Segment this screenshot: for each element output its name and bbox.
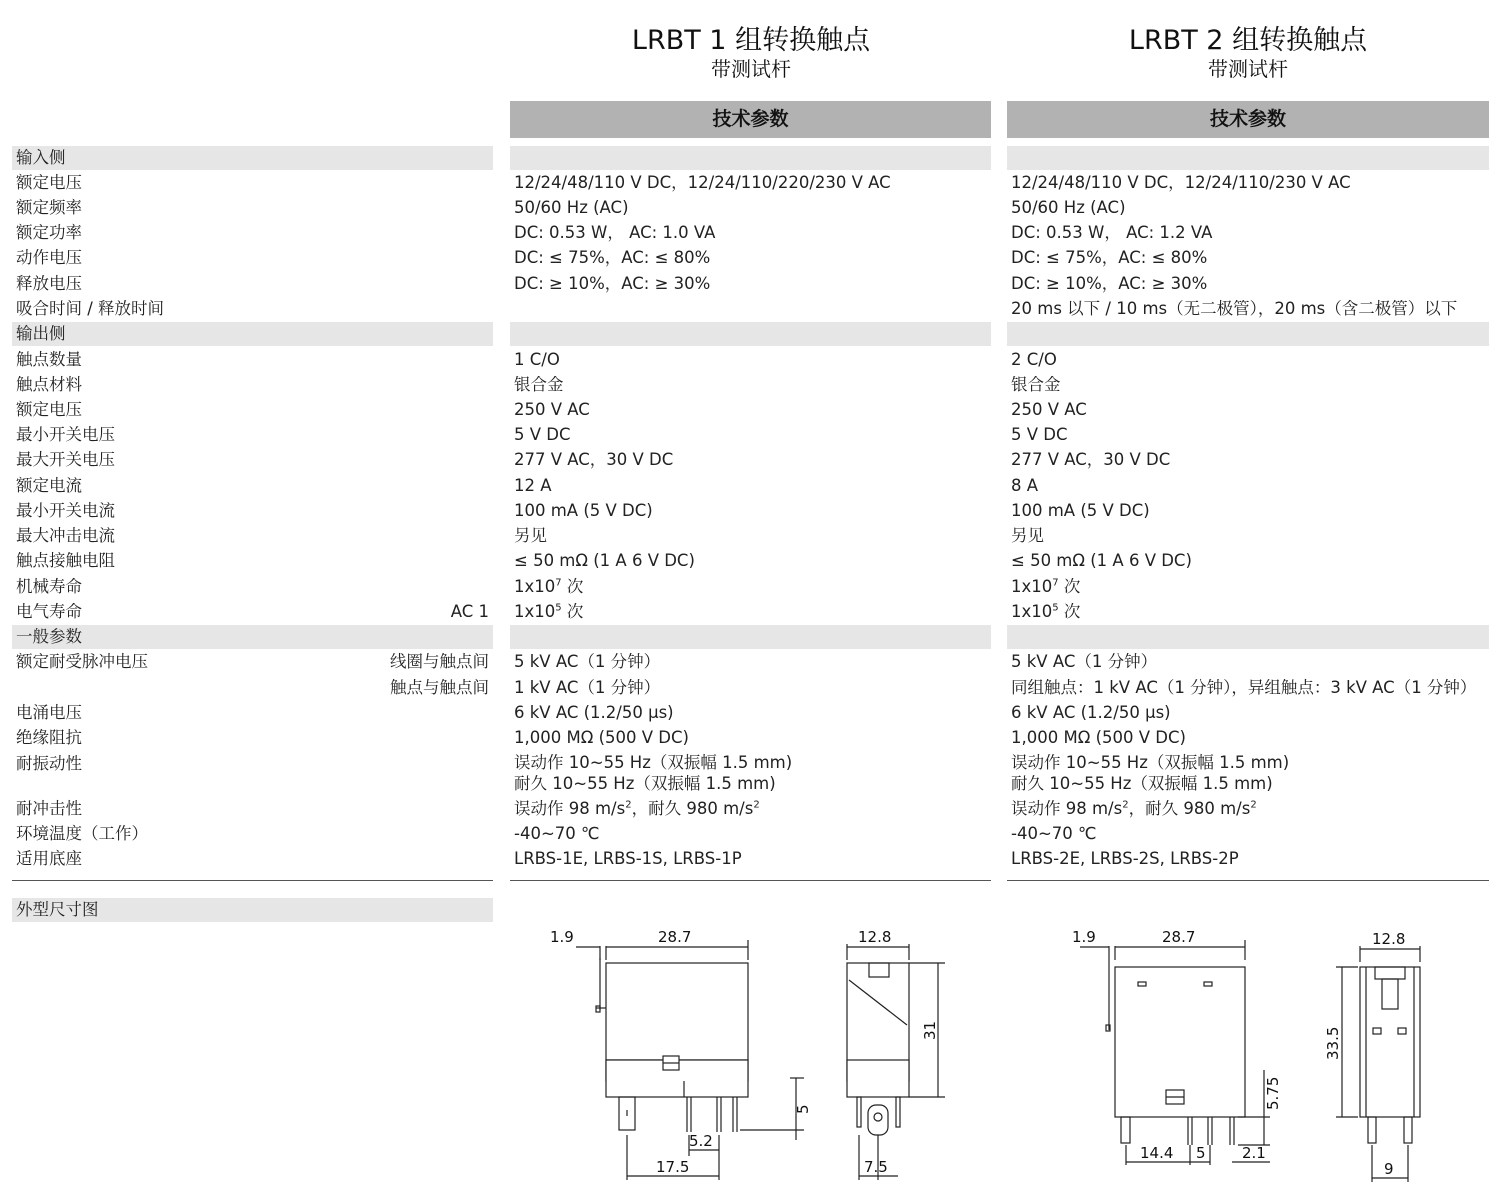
row-value-c2: 277 V AC，30 V DC [1011,450,1171,469]
row-value-c1: 277 V AC，30 V DC [514,450,674,469]
row-pickup-voltage [0,245,1500,270]
dim-17-5: 17.5 [656,1158,690,1176]
row-label: 额定电压 [16,400,82,419]
row-value-c2: 银合金 [1011,375,1061,394]
row-label: 额定电流 [16,476,82,495]
row-value-c2: ≤ 50 mΩ (1 A 6 V DC) [1011,551,1192,570]
dim-5-75: 5.75 [1264,1076,1282,1110]
row-value-c2: 1,000 MΩ (500 V DC) [1011,728,1186,747]
row-value-c1: LRBS-1E, LRBS-1S, LRBS-1P [514,849,742,868]
row-mechanical-life [0,574,1500,599]
row-label: 额定频率 [16,198,82,217]
row-value-c1: DC: ≥ 10%，AC: ≥ 30% [514,274,711,293]
dim-5: 5 [794,1104,812,1114]
dim-28-7: 28.7 [1162,928,1196,946]
row-label: 耐冲击性 [16,799,82,818]
row-label: 绝缘阻抗 [16,728,82,747]
section-output-label: 输出侧 [16,324,66,343]
row-surge-voltage [0,700,1500,725]
row-label: 触点数量 [16,350,82,369]
row-label: 触点接触电阻 [16,551,115,570]
dim-5-2: 5.2 [689,1132,713,1150]
dim-2-1: 2.1 [1242,1144,1266,1162]
section-dimensions-label: 外型尺寸图 [16,900,99,919]
row-rated-current [0,473,1500,498]
column-1-title: LRBT 1 组转换触点 [631,25,871,56]
row-min-switch-voltage [0,422,1500,447]
row-sublabel: 线圈与触点间 [390,652,489,671]
row-value-c2: 12/24/48/110 V DC，12/24/110/230 V AC [1011,173,1351,192]
row-value-c2: 5 kV AC（1 分钟） [1011,652,1158,671]
row-value-c2: 误动作 10~55 Hz（双振幅 1.5 mm) 耐久 10~55 Hz（双振幅 1.5 mm) [1011,753,1290,793]
dimension-drawing-lrbt2 [1020,920,1490,1190]
row-shock [0,796,1500,821]
row-value-c1: DC: ≤ 75%，AC: ≤ 80% [514,248,711,267]
row-rated-power [0,220,1500,245]
row-value-c2: DC: ≤ 75%，AC: ≤ 80% [1011,248,1208,267]
row-sublabel: AC 1 [450,602,489,621]
row-value-c1: 误动作 10~55 Hz（双振幅 1.5 mm) 耐久 10~55 Hz（双振幅 1.5 mm) [514,753,793,793]
row-label: 释放电压 [16,274,82,293]
row-label: 电涌电压 [16,703,82,722]
dim-1-9: 1.9 [1072,928,1096,946]
row-value-c1: 1 C/O [514,350,560,369]
row-value-c1: 1 kV AC（1 分钟） [514,678,661,697]
row-value-c1: 50/60 Hz (AC) [514,198,629,217]
row-label: 额定电压 [16,173,82,192]
section-general-label: 一般参数 [16,627,82,646]
row-sockets [0,846,1500,871]
row-value-c2: 5 V DC [1011,425,1068,444]
column-1-title-block [510,26,992,82]
dim-31: 31 [921,1020,939,1040]
row-value-c2: 100 mA (5 V DC) [1011,501,1150,520]
row-value-c1: 5 V DC [514,425,571,444]
row-value-c1: 250 V AC [514,400,590,419]
section-general [0,624,1500,649]
row-value-c1: 另见 [514,526,547,545]
row-value-c2: $1x10^5$ 次 [1011,602,1081,621]
row-contact-material [0,372,1500,397]
column-1-spec-header: 技术参数 [510,101,991,138]
row-max-inrush-current [0,523,1500,548]
dim-12-8: 12.8 [1372,930,1406,948]
dim-7-5: 7.5 [864,1158,888,1176]
row-value-c2: 另见 [1011,526,1044,545]
column-2-title-block [1007,26,1489,82]
row-value-c2: 同组触点：1 kV AC（1 分钟），异组触点：3 kV AC（1 分钟） [1011,678,1477,697]
row-value-c1: -40~70 ℃ [514,824,600,843]
row-rated-frequency [0,195,1500,220]
row-value-c2: LRBS-2E, LRBS-2S, LRBS-2P [1011,849,1239,868]
table-bottom-rule-c1 [510,880,991,881]
table-bottom-rule-left [12,880,493,881]
dimension-drawing-lrbt1 [520,920,980,1190]
row-value-c1: 5 kV AC（1 分钟） [514,652,661,671]
row-value-c2: DC: ≥ 10%，AC: ≥ 30% [1011,274,1208,293]
row-label: 最小开关电流 [16,501,115,520]
dim-9: 9 [1384,1160,1394,1178]
row-value-c2: 误动作 98 $m/s^2$，耐久 980 $m/s^2$ [1011,799,1257,818]
row-value-c1: 1,000 MΩ (500 V DC) [514,728,689,747]
table-bottom-rule-c2 [1007,880,1489,881]
row-release-voltage [0,271,1500,296]
row-label: 额定耐受脉冲电压 [16,652,148,671]
row-label: 环境温度（工作） [16,824,148,843]
row-label: 触点材料 [16,375,82,394]
dim-12-8: 12.8 [858,928,892,946]
row-value-c1: ≤ 50 mΩ (1 A 6 V DC) [514,551,695,570]
row-ambient-temperature [0,821,1500,846]
row-label: 吸合时间 / 释放时间 [16,299,165,318]
column-2-title: LRBT 2 组转换触点 [1128,25,1368,56]
row-min-switch-current [0,498,1500,523]
row-value-c2: 250 V AC [1011,400,1087,419]
section-output [0,321,1500,346]
row-value-c2: 8 A [1011,476,1039,495]
row-value-c1: 6 kV AC (1.2/50 μs) [514,703,674,722]
dim-28-7: 28.7 [658,928,692,946]
dim-33-5: 33.5 [1324,1026,1342,1060]
row-operate-time [0,296,1500,321]
row-value-c2: 20 ms 以下 / 10 ms（无二极管），20 ms（含二极管）以下 [1011,299,1458,318]
row-sublabel: 触点与触点间 [390,678,489,697]
row-value-c1: 误动作 98 $m/s^2$，耐久 980 $m/s^2$ [514,799,760,818]
section-input-label: 输入侧 [16,148,66,167]
row-value-c2: $1x10^7$ 次 [1011,577,1081,596]
row-label: 动作电压 [16,248,82,267]
row-label: 机械寿命 [16,577,82,596]
row-impulse-voltage [0,649,1500,674]
row-value-c2: 6 kV AC (1.2/50 μs) [1011,703,1171,722]
row-value-c1: DC: 0.53 W， AC: 1.0 VA [514,223,716,242]
row-label: 耐振动性 [16,754,82,773]
row-label: 最大冲击电流 [16,526,115,545]
dim-5: 5 [1196,1144,1206,1162]
row-value-c2: DC: 0.53 W， AC: 1.2 VA [1011,223,1213,242]
row-rated-voltage-out [0,397,1500,422]
row-electrical-life [0,599,1500,624]
row-contact-resistance [0,548,1500,573]
row-insulation-resistance [0,725,1500,750]
column-1-subtitle: 带测试杆 [711,57,791,81]
column-2-subtitle: 带测试杆 [1208,57,1288,81]
row-label: 最大开关电压 [16,450,115,469]
row-contact-count [0,347,1500,372]
row-value-c2: 2 C/O [1011,350,1057,369]
column-2-spec-header: 技术参数 [1007,101,1489,138]
row-impulse-voltage-2 [0,675,1500,700]
row-label: 额定功率 [16,223,82,242]
dim-1-9: 1.9 [550,928,574,946]
row-value-c1: 12/24/48/110 V DC，12/24/110/220/230 V AC [514,173,891,192]
row-value-c1: 12 A [514,476,552,495]
row-value-c2: -40~70 ℃ [1011,824,1097,843]
dim-14-4: 14.4 [1140,1144,1174,1162]
row-value-c1: 银合金 [514,375,564,394]
row-label: 最小开关电压 [16,425,115,444]
row-vibration [0,751,1500,797]
section-dimensions [0,897,1500,922]
row-label: 电气寿命 [16,602,82,621]
section-input [0,145,1500,170]
row-value-c1: $1x10^7$ 次 [514,577,584,596]
row-max-switch-voltage [0,447,1500,472]
row-value-c2: 50/60 Hz (AC) [1011,198,1126,217]
row-value-c1: $1x10^5$ 次 [514,602,584,621]
row-value-c1: 100 mA (5 V DC) [514,501,653,520]
row-label: 适用底座 [16,849,82,868]
row-rated-voltage-in [0,170,1500,195]
